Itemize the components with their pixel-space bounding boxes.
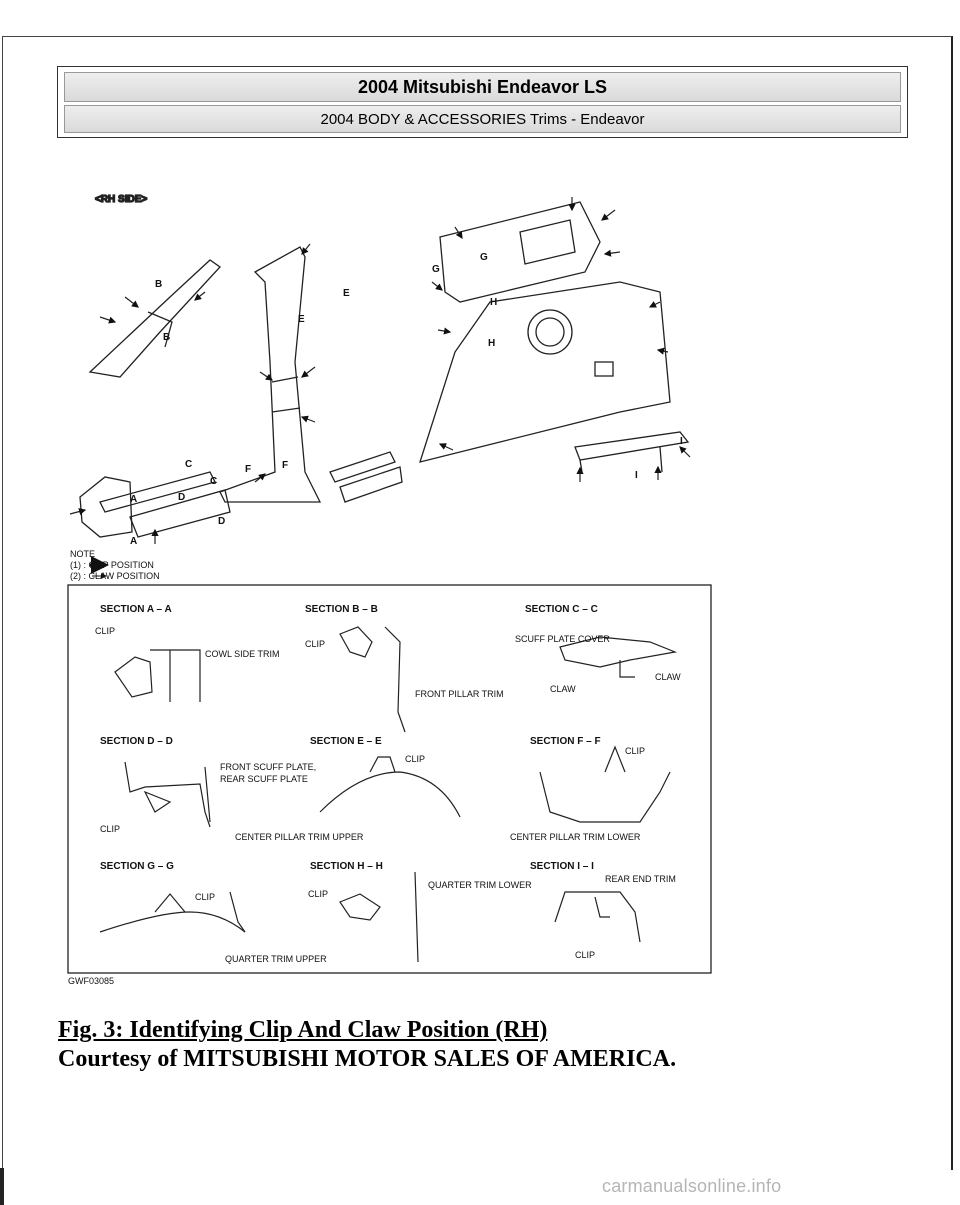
section-d-title: SECTION D – D [100,736,173,747]
document-header [57,66,908,138]
callout-g: G [432,264,440,275]
callout-i-2: I [635,470,638,481]
section-c-scuff-label: SCUFF PLATE COVER [515,634,610,644]
section-d-rear-scuff-label: REAR SCUFF PLATE [220,774,308,784]
callout-h: H [490,297,498,308]
header-title: 2004 Mitsubishi Endeavor LS [64,72,901,102]
callout-e: E [298,314,305,325]
trim-diagram-figure [60,172,715,987]
exploded-view [70,194,690,547]
section-h-lower-label: QUARTER TRIM LOWER [428,880,532,890]
front-scuff-plate-part [100,472,218,512]
callout-d-2: D [218,516,226,527]
section-c-title: SECTION C – C [525,604,598,615]
section-f-clip-label: CLIP [625,746,646,756]
section-d-front-scuff-label: FRONT SCUFF PLATE, [220,762,317,772]
watermark: carmanualsonline.info [602,1176,782,1196]
callout-f-2: F [282,460,289,471]
figure-caption [58,1016,918,1074]
quarter-trim-lower-part [420,282,670,462]
callout-c-2: C [210,476,218,487]
callout-c: C [185,459,193,470]
trim-diagram-svg [60,172,715,987]
callout-letters [130,252,683,547]
section-b-title: SECTION B – B [305,604,378,615]
figure-code: GWF03085 [68,976,115,986]
section-a-title: SECTION A – A [100,604,172,615]
callout-d: D [178,492,186,503]
section-g-upper-label: QUARTER TRIM UPPER [225,954,327,964]
page-edge-rule [0,1168,4,1205]
rear-end-trim-part [575,432,688,460]
section-c-claw-label: CLAW [550,684,576,694]
callout-i: I [680,436,683,447]
section-grid [95,604,681,964]
section-b-pillar-label: FRONT PILLAR TRIM [415,689,504,699]
section-b-clip-label: CLIP [305,639,326,649]
section-a-clip-label: CLIP [95,626,116,636]
section-h-title: SECTION H – H [310,861,383,872]
callout-b-2: B [163,332,171,343]
section-e-clip-label: CLIP [405,754,426,764]
section-e-upper-label: CENTER PILLAR TRIM UPPER [235,832,364,842]
callout-a-2: A [130,536,138,547]
callout-g-2: G [480,252,488,263]
section-d-clip-label: CLIP [100,824,121,834]
section-g-title: SECTION G – G [100,861,174,872]
quarter-trim-upper-part [440,202,600,302]
callout-b: B [155,279,163,290]
side-label: <RH SIDE> [95,194,148,205]
section-h-clip-label: CLIP [308,889,329,899]
figure-title: Fig. 3: Identifying Clip And Claw Position (RH) [58,1017,548,1043]
section-i-title: SECTION I – I [530,861,594,872]
front-pillar-trim-part [90,260,220,377]
callout-a: A [130,494,138,505]
callout-e-2: E [343,288,350,299]
note-heading: NOTE [70,549,96,559]
rear-scuff-plate-part [330,452,395,482]
figure-courtesy: Courtesy of MITSUBISHI MOTOR SALES OF AMERICA. [58,1046,677,1072]
section-i-clip-label: CLIP [575,950,596,960]
note-claw-line: (2) : CLAW POSITION [70,571,160,581]
note-clip-line: (1) : CLIP POSITION [70,560,154,570]
note-legend [70,549,160,581]
callout-h-2: H [488,338,496,349]
section-i-rear-end-label: REAR END TRIM [605,874,676,884]
section-c-claw-label-2: CLAW [655,672,681,682]
section-f-lower-label: CENTER PILLAR TRIM LOWER [510,832,641,842]
callout-f: F [245,464,252,475]
section-f-title: SECTION F – F [530,736,601,747]
section-g-clip-label: CLIP [195,892,216,902]
section-e-title: SECTION E – E [310,736,382,747]
header-subtitle: 2004 BODY & ACCESSORIES Trims - Endeavor [64,105,901,133]
section-a-cowl-label: COWL SIDE TRIM [205,649,280,659]
